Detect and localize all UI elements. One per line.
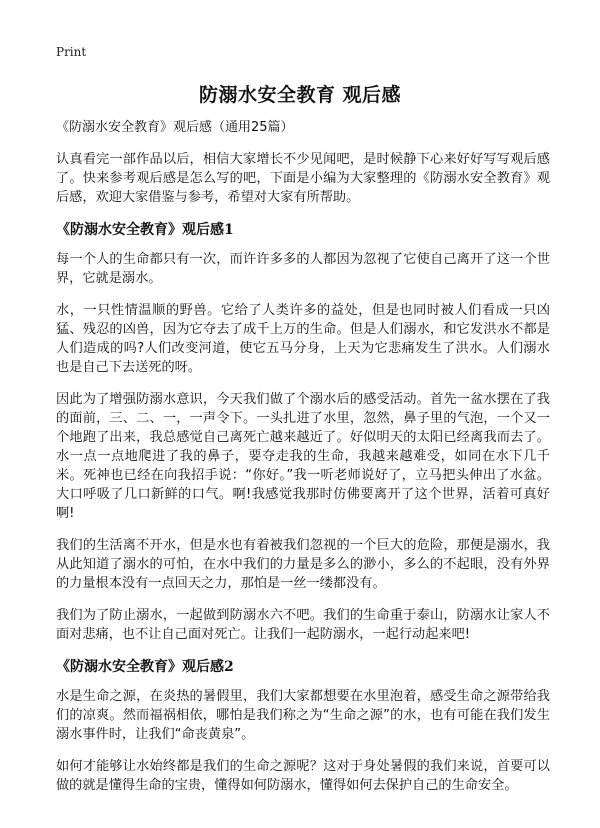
page-title: 防溺水安全教育 观后感 — [198, 84, 402, 106]
subtitle: 《防溺水安全教育》观后感（通用25篇） — [56, 120, 294, 135]
print-link[interactable]: Print — [56, 45, 87, 59]
paragraph: 水是生命之源，在炎热的暑假里，我们大家都想要在水里泡着，感受生命之源带给我们的凉爽。然而福祸相依，哪怕是我们称之为“生命之源”的水，也有可能在我们发生溺水事件时，让我们“命丧黄泉”。 — [56, 689, 550, 742]
section-number: 2 — [224, 659, 234, 675]
paragraph: 水，一只性情温顺的野兽。它给了人类许多的益处，但是也同时被人们看成一只凶猛、残忍的凶兽，因为它夺去了成千上万的生命。但是人们溺水，和它发洪水不都是人们造成的吗?人们改变河道，使它五马分身，上天为它悲痛发生了洪水。人们溺水也是自己下去送死的呀。 — [56, 303, 550, 375]
section-heading-1 — [56, 220, 550, 240]
section-heading-text: 《防溺水安全教育》观后感 — [56, 659, 224, 675]
section-heading-2 — [56, 657, 550, 677]
section-heading-text: 《防溺水安全教育》观后感 — [56, 222, 224, 238]
paragraph: 我们为了防止溺水，一起做到防溺水六不吧。我们的生命重于泰山，防溺水让家人不面对悲痛，也不让自己面对死亡。让我们一起防溺水，一起行动起来吧! — [56, 608, 550, 642]
paragraph: 如何才能够让水始终都是我们的生命之源呢？这对于身处暑假的我们来说，首要可以做的就是懂得生命的宝贵，懂得如何防溺水，懂得如何去保护自己的生命安全。 — [56, 759, 550, 793]
paragraph: 每一个人的生命都只有一次，而许许多多的人都因为忽视了它使自己离开了这一个世界，它就是溺水。 — [56, 252, 550, 286]
paragraph: 我们的生活离不开水，但是水也有着被我们忽视的一个巨大的危险，那便是溺水，我从此知道了溺水的可怕，在水中我们的力量是多么的渺小，多么的不起眼，没有外界的力量根本没有一点回天之力，那怕是一丝一缕都没有。 — [56, 538, 550, 591]
paragraph: 因此为了增强防溺水意识，今天我们做了个溺水后的感受活动。首先一盆水摆在了我的面前，三、二、一，一声令下。一头扎进了水里，忽然，鼻子里的气泡，一个又一个地跑了出来，我总感觉自己离死亡越来越近了。好似明天的太阳已经离我而去了。水一点一点地爬进了我的鼻子，要夺走我的生命，我越来越难受，如同在水下几千米。死神也已经在向我招手说：“你好。”我一听老师说好了，立马把头伸出了水盆。大口呼吸了几口新鲜的口气。啊!我感觉我那时仿佛要离开了这个世界，活着可真好啊! — [56, 392, 550, 521]
article-body — [56, 118, 550, 808]
intro-paragraph: 认真看完一部作品以后，相信大家增长不少见闻吧，是时候静下心来好好写写观后感了。快来参考观后感是怎么写的吧，下面是小编为大家整理的《防溺水安全教育》观后感，欢迎大家借鉴与参考，希望对大家有所帮助。 — [56, 152, 550, 205]
section-number: 1 — [224, 222, 234, 238]
